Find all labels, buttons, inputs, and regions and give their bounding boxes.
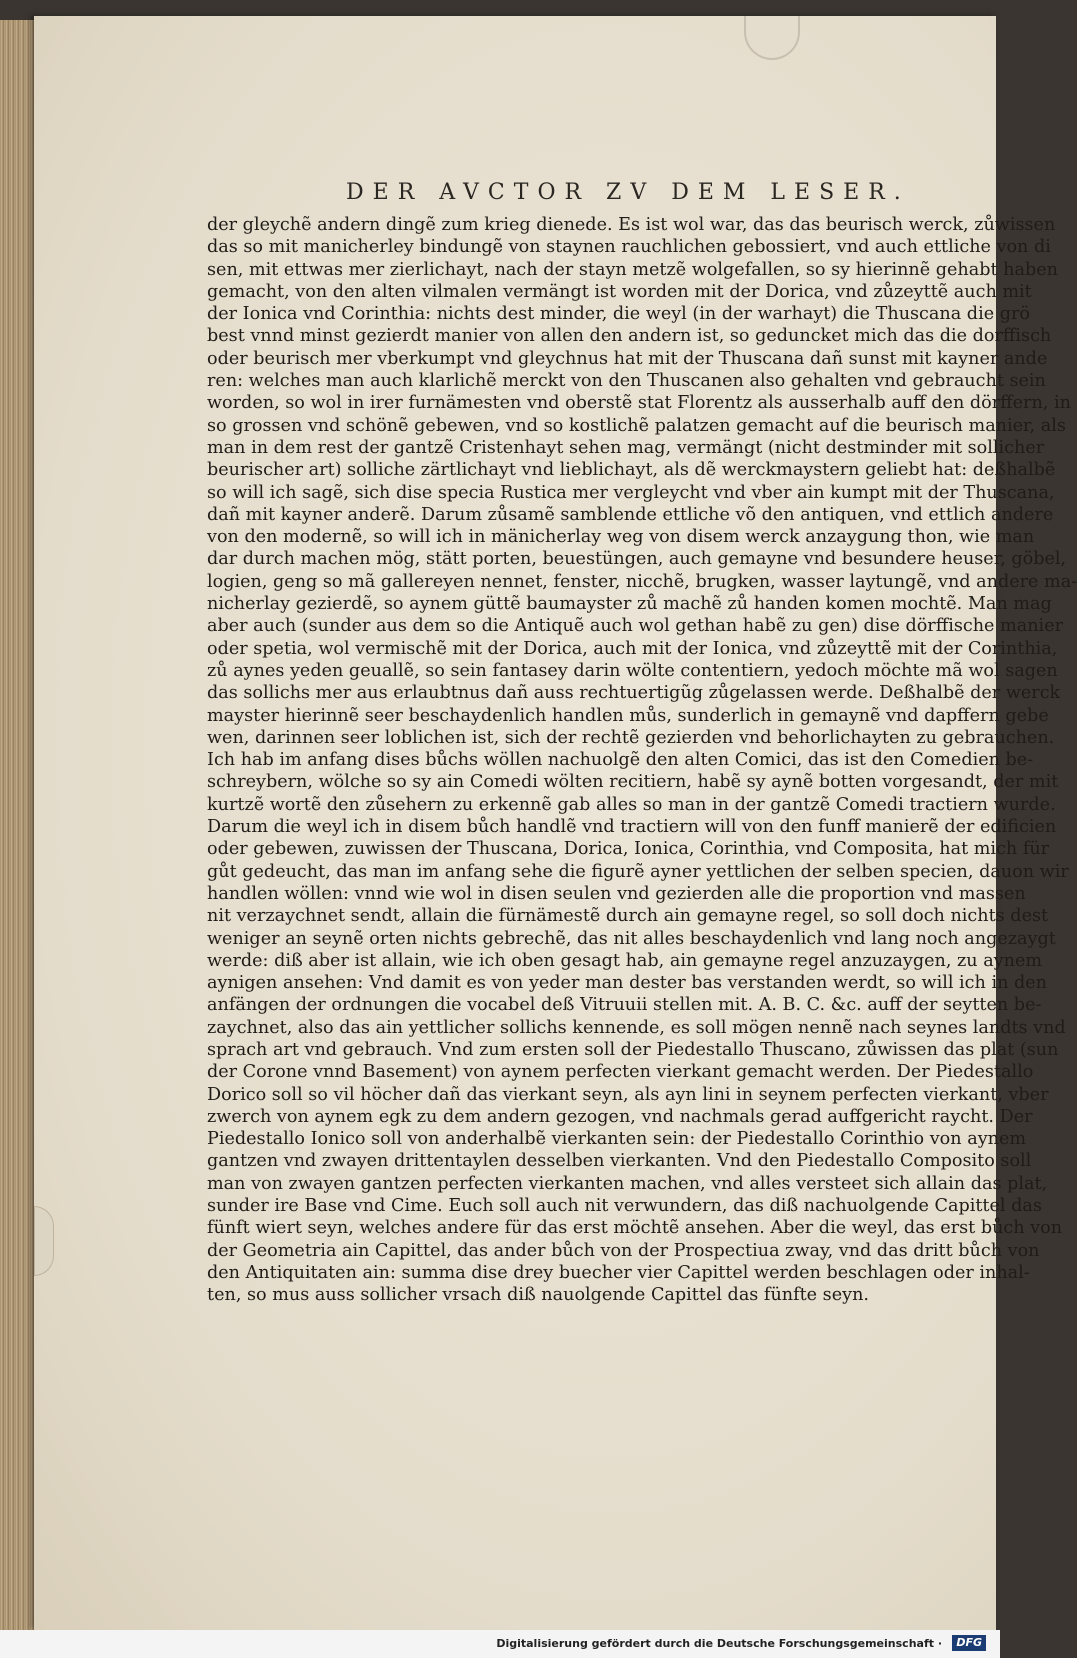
text-line: oder gebewen, zuwissen der Thuscana, Dorica, Ionica, Corinthia, vnd Composita, hat mich für <box>207 839 1050 860</box>
text-line: dañ mit kayner anderẽ. Darum zůsamẽ samblende ettliche võ den antiquen, vnd ettlich andere <box>207 504 1054 525</box>
running-head: DER AVCTOR ZV DEM LESER. <box>346 180 910 205</box>
text-line: worden, so wol in irer furnämesten vnd oberstẽ stat Florentz als ausserhalb auff den dörffern, in <box>207 393 1071 414</box>
text-line: der Geometria ain Capittel, das ander bůch von der Prospectiua zway, vnd das dritt bůch von <box>207 1240 1040 1261</box>
text-line: zwerch von aynem egk zu dem andern gezogen, vnd nachmals gerad auffgericht raycht. Der <box>207 1106 1033 1127</box>
text-line: aynigen ansehen: Vnd damit es von yeder man dester bas verstanden werdt, so will ich in den <box>207 973 1048 994</box>
text-line: oder spetia, wol vermischẽ mit der Dorica, auch mit der Ionica, vnd zůzeyttẽ mit der Corinthia, <box>207 638 1058 659</box>
text-line: kurtzẽ wortẽ den zůsehern zu erkennẽ gab alles so man in der gantzẽ Comedi tractiern wurde. <box>207 794 1056 815</box>
text-line: von den modernẽ, so will ich in mänicherlay weg von disem werck anzaygung thon, wie man <box>207 527 1035 548</box>
text-line: der Ionica vnd Corinthia: nichts dest minder, die weyl (in der warhayt) die Thuscana die grö <box>207 304 1030 325</box>
text-line: fünft wiert seyn, welches andere für das erst möchtẽ ansehen. Aber die weyl, das erst bůch von <box>207 1218 1063 1239</box>
text-line: dar durch machen mög, stätt porten, beuestüngen, auch gemayne vnd besundere heuser, göbel, <box>207 549 1067 570</box>
text-line: weniger an seynẽ orten nichts gebrechẽ, das nit alles beschaydenlich vnd lang noch angezaygt <box>207 928 1056 949</box>
text-line: aber auch (sunder aus dem so die Antiquẽ auch wol gethan habẽ zu gen) dise dörffische manier <box>207 616 1064 637</box>
text-line: sen, mit ettwas mer zierlichayt, nach der stayn metzẽ wolgefallen, so sy hierinnẽ gehabt haben <box>207 259 1058 280</box>
text-line: anfängen der ordnungen die vocabel deß Vitruuii stellen mit. A. B. C. &c. auff der seytten be- <box>207 995 1042 1016</box>
page-body-text <box>207 214 1077 1307</box>
text-line: Dorico soll so vil höcher dañ das vierkant seyn, als ayn lini in seynem perfecten vierkant, vber <box>207 1084 1049 1105</box>
text-line: gemacht, von den alten vilmalen vermängt ist worden mit der Dorica, vnd zůzeyttẽ auch mit <box>207 281 1032 302</box>
text-line: ren: welches man auch klarlichẽ merckt von den Thuscanen also gehalten vnd gebraucht sein <box>207 371 1046 392</box>
text-line: das sollichs mer aus erlaubtnus dañ auss rechtuertigũg zůgelassen werde. Deßhalbẽ der werck <box>207 683 1061 704</box>
text-line: beurischer art) solliche zärtlichayt vnd lieblichayt, als dẽ werckmaystern geliebt hat: deßhalbẽ <box>207 460 1056 481</box>
footer-bar <box>0 1630 1000 1658</box>
text-line: Piedestallo Ionico soll von anderhalbẽ vierkanten sein: der Piedestallo Corinthio von aynem <box>207 1129 1027 1150</box>
text-line: sprach art vnd gebrauch. Vnd zum ersten soll der Piedestallo Thuscano, zůwissen das plat (sun <box>207 1039 1059 1060</box>
text-line: zů aynes yeden geuallẽ, so sein fantasey darin wölte contentiern, yedoch möchte mã wol sagen <box>207 660 1058 681</box>
text-line: Ich hab im anfang dises bůchs wöllen nachuolgẽ den alten Comici, das ist den Comedien be- <box>207 750 1034 771</box>
text-line: nit verzaychnet sendt, allain die fürnämestẽ durch ain gemayne regel, so soll doch nichts dest <box>207 906 1049 927</box>
text-line: sunder ire Base vnd Cime. Euch soll auch nit verwundern, das diß nachuolgende Capittel das <box>207 1196 1042 1217</box>
text-line: nicherlay gezierdẽ, so aynem güttẽ baumayster zů machẽ zů handen komen mochtẽ. Man mag <box>207 594 1052 615</box>
text-line: der Corone vnnd Basement) von aynem perfecten vierkant gemacht werden. Der Piedestallo <box>207 1062 1034 1083</box>
text-line: man von zwayen gantzen perfecten vierkanten machen, vnd alles versteet sich allain das plat, <box>207 1173 1048 1194</box>
text-line: handlen wöllen: vnnd wie wol in disen seulen vnd gezierden alle die proportion vnd massen <box>207 883 1026 904</box>
dfg-logo: DFG <box>952 1635 986 1651</box>
page-tab-marker <box>744 16 800 60</box>
text-line: best vnnd minst gezierdt manier von allen den andern ist, so geduncket mich das die dorffisch <box>207 326 1052 347</box>
text-line: ten, so mus auss sollicher vrsach diß nauolgende Capittel das fünfte seyn. <box>207 1285 869 1306</box>
text-line: wen, darinnen seer loblichen ist, sich der rechtẽ gezierden vnd behorlichayten zu gebrauchen. <box>207 727 1055 748</box>
text-line: gůt gedeucht, das man im anfang sehe die figurẽ ayner yettlichen der selben specien, dauon wir <box>207 861 1069 882</box>
text-line: das so mit manicherley bindungẽ von staynen rauchlichen gebossiert, vnd auch ettliche von di <box>207 237 1051 258</box>
text-line: gantzen vnd zwayen drittentaylen desselben vierkanten. Vnd den Piedestallo Composito soll <box>207 1151 1032 1172</box>
text-line: zaychnet, also das ain yettlicher sollichs kennende, es soll mögen nennẽ nach seynes landts vnd <box>207 1017 1066 1038</box>
text-line: mayster hierinnẽ seer beschaydenlich handlen můs, sunderlich in gemaynẽ vnd dapffern gebe <box>207 705 1049 726</box>
text-line: Darum die weyl ich in disem bůch handlẽ vnd tractiern will von den funff manierẽ der edificien <box>207 817 1057 838</box>
text-line: werde: diß aber ist allain, wie ich oben gesagt hab, ain gemayne regel anzuzaygen, zu aynem <box>207 950 1043 971</box>
text-line: den Antiquitaten ain: summa dise drey buecher vier Capittel werden beschlagen oder inhal- <box>207 1262 1030 1283</box>
text-line: man in dem rest der gantzẽ Cristenhayt sehen mag, vermängt (nicht destminder mit sollicher <box>207 437 1045 458</box>
text-line: der gleychẽ andern dingẽ zum krieg dienede. Es ist wol war, das das beurisch werck, zůwissen <box>207 215 1056 235</box>
page-clip <box>34 1206 54 1276</box>
text-line: schreybern, wölche so sy ain Comedi wölten recitiern, habẽ sy aynẽ botten vorgesandt, der mit <box>207 772 1059 793</box>
text-line: so will ich sagẽ, sich dise specia Rustica mer vergleycht vnd vber ain kumpt mit der Thuscana, <box>207 482 1055 503</box>
text-line: so grossen vnd schönẽ gebewen, vnd so kostlichẽ palatzen gemacht auf die beurisch manier, als <box>207 415 1066 436</box>
text-line: logien, geng so mã gallereyen nennet, fenster, nicchẽ, brugken, wasser laytungẽ, vnd andere ma- <box>207 571 1077 592</box>
funding-credit: Digitalisierung gefördert durch die Deutsche Forschungsgemeinschaft · <box>496 1637 942 1650</box>
text-line: oder beurisch mer vberkumpt vnd gleychnus hat mit der Thuscana dañ sunst mit kayner ande <box>207 348 1048 369</box>
